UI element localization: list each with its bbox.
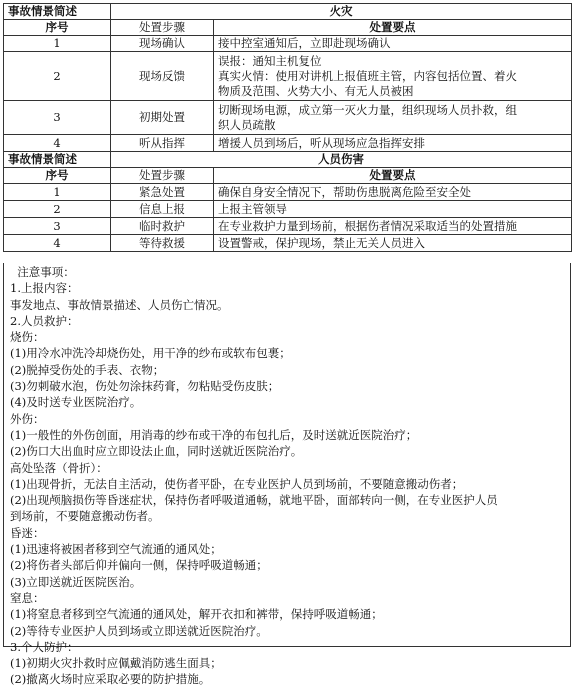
injury-section-label: 事故情景简述 bbox=[4, 152, 111, 168]
step-cell: 现场反馈 bbox=[111, 52, 214, 101]
notes-line: 2.人员救护： bbox=[10, 313, 79, 328]
notes-line: (2)伤口大出血时应立即设法止血，同时送就近医院治疗。 bbox=[10, 444, 303, 459]
notes-line: (2)脱掉受伤处的手表、衣物； bbox=[10, 362, 165, 377]
seq-cell: 1 bbox=[4, 36, 111, 52]
fire-col-points: 处置要点 bbox=[214, 20, 572, 36]
fire-col-seq: 序号 bbox=[4, 20, 111, 36]
table-row bbox=[4, 235, 572, 252]
injury-title: 人员伤害 bbox=[111, 152, 572, 168]
seq-cell: 2 bbox=[4, 201, 111, 218]
table-row bbox=[4, 101, 572, 135]
points-cell: 在专业救护力量到场前，根据伤者情况采取适当的处置措施 bbox=[214, 218, 572, 235]
fire-col-step: 处置步骤 bbox=[111, 20, 214, 36]
notes-line: (1)一般性的外伤创面，用消毒的纱布或干净的布包扎后，及时送就近医院治疗； bbox=[10, 427, 418, 442]
points-cell bbox=[214, 135, 572, 152]
seq-cell: 1 bbox=[4, 184, 111, 201]
notes-line: (2)出现颅脑损伤等昏迷症状，保持伤者呼吸道通畅，就地平卧，面部转向一侧，在专业医护人员 bbox=[10, 493, 498, 508]
step-cell: 听从指挥 bbox=[111, 135, 214, 152]
table-row bbox=[4, 184, 572, 201]
points-cell: 设置警戒，保护现场，禁止无关人员进入 bbox=[214, 235, 572, 252]
notes-line: (4)及时送专业医院治疗。 bbox=[10, 395, 142, 410]
notes-line: 事发地点、事故情景描述、人员伤亡情况。 bbox=[10, 297, 229, 312]
points-line: 物质及范围、火势大小、有无人员被困 bbox=[218, 83, 414, 98]
table-row bbox=[4, 218, 572, 235]
notes-line: (2)撤离火场时应采取必要的防护措施。 bbox=[10, 672, 211, 687]
step-cell: 初期处置 bbox=[111, 101, 214, 135]
notes-line: (3)立即送就近医院医治。 bbox=[10, 574, 142, 589]
notes-line: 外伤： bbox=[10, 411, 45, 426]
fire-title: 火灾 bbox=[111, 4, 572, 20]
step-cell: 信息上报 bbox=[111, 201, 214, 218]
notes-line: (1)初期火灾扑救时应佩戴消防逃生面具； bbox=[10, 656, 222, 671]
notes-line: (1)出现骨折，无法自主活动，使伤者平卧，在专业医护人员到场前，不要随意搬动伤者； bbox=[10, 476, 464, 491]
notes-line: 窒息： bbox=[10, 590, 45, 605]
points-line: 接中控室通知后，立即赴现场确认 bbox=[218, 36, 391, 50]
notes-line: 到场前，不要随意搬动伤者。 bbox=[10, 509, 160, 524]
points-line: 切断现场电源，成立第一灭火力量，组织现场人员扑救，组 bbox=[218, 102, 517, 117]
notes-line: 烧伤： bbox=[10, 330, 45, 345]
points-cell: 上报主管领导 bbox=[214, 201, 572, 218]
notes-line: 高处坠落（骨折）： bbox=[10, 460, 108, 475]
points-line: 真实火情：使用对讲机上报值班主管，内容包括位置、着火 bbox=[218, 68, 517, 83]
points-cell bbox=[214, 36, 572, 52]
table-row bbox=[4, 52, 572, 101]
notes-heading: 注意事项： bbox=[10, 265, 75, 279]
notes-line: (1)迅速将被困者移到空气流通的通风处； bbox=[10, 542, 222, 557]
injury-col-seq: 序号 bbox=[4, 168, 111, 184]
notes-line: (2)等待专业医护人员到场或立即送就近医院治疗。 bbox=[10, 623, 268, 638]
table-row bbox=[4, 135, 572, 152]
notes-line: 3.个人防护： bbox=[10, 639, 79, 654]
seq-cell: 3 bbox=[4, 101, 111, 135]
points-line: 织人员疏散 bbox=[218, 117, 276, 132]
injury-col-points: 处置要点 bbox=[214, 168, 572, 184]
notes-line: (1)用冷水冲洗冷却烧伤处，用干净的纱布或软布包裹； bbox=[10, 346, 291, 361]
notes-line: (3)勿刺破水泡，伤处勿涂抹药膏，勿粘贴受伤皮肤； bbox=[10, 379, 280, 394]
emergency-table bbox=[3, 3, 572, 252]
points-cell: 确保自身安全情况下，帮助伤患脱离危险至安全处 bbox=[214, 184, 572, 201]
step-cell: 紧急处置 bbox=[111, 184, 214, 201]
notes-line: (1)将窒息者移到空气流通的通风处，解开衣扣和裤带，保持呼吸道畅通； bbox=[10, 607, 383, 622]
step-cell: 现场确认 bbox=[111, 36, 214, 52]
points-line: 误报：通知主机复位 bbox=[218, 53, 322, 68]
step-cell: 等待救援 bbox=[111, 235, 214, 252]
injury-col-step: 处置步骤 bbox=[111, 168, 214, 184]
seq-cell: 4 bbox=[4, 135, 111, 152]
notes-section bbox=[3, 263, 571, 687]
table-row bbox=[4, 36, 572, 52]
fire-section-label: 事故情景简述 bbox=[4, 4, 111, 20]
seq-cell: 3 bbox=[4, 218, 111, 235]
notes-line: 昏迷： bbox=[10, 525, 45, 540]
seq-cell: 4 bbox=[4, 235, 111, 252]
points-line: 增援人员到场后，听从现场应急指挥安排 bbox=[218, 135, 425, 150]
points-cell bbox=[214, 52, 572, 101]
points-cell bbox=[214, 101, 572, 135]
seq-cell: 2 bbox=[4, 52, 111, 101]
table-row bbox=[4, 201, 572, 218]
notes-line: (2)将伤者头部后仰并偏向一侧，保持呼吸道畅通； bbox=[10, 558, 268, 573]
notes-line: 1.上报内容： bbox=[10, 281, 79, 296]
step-cell: 临时救护 bbox=[111, 218, 214, 235]
